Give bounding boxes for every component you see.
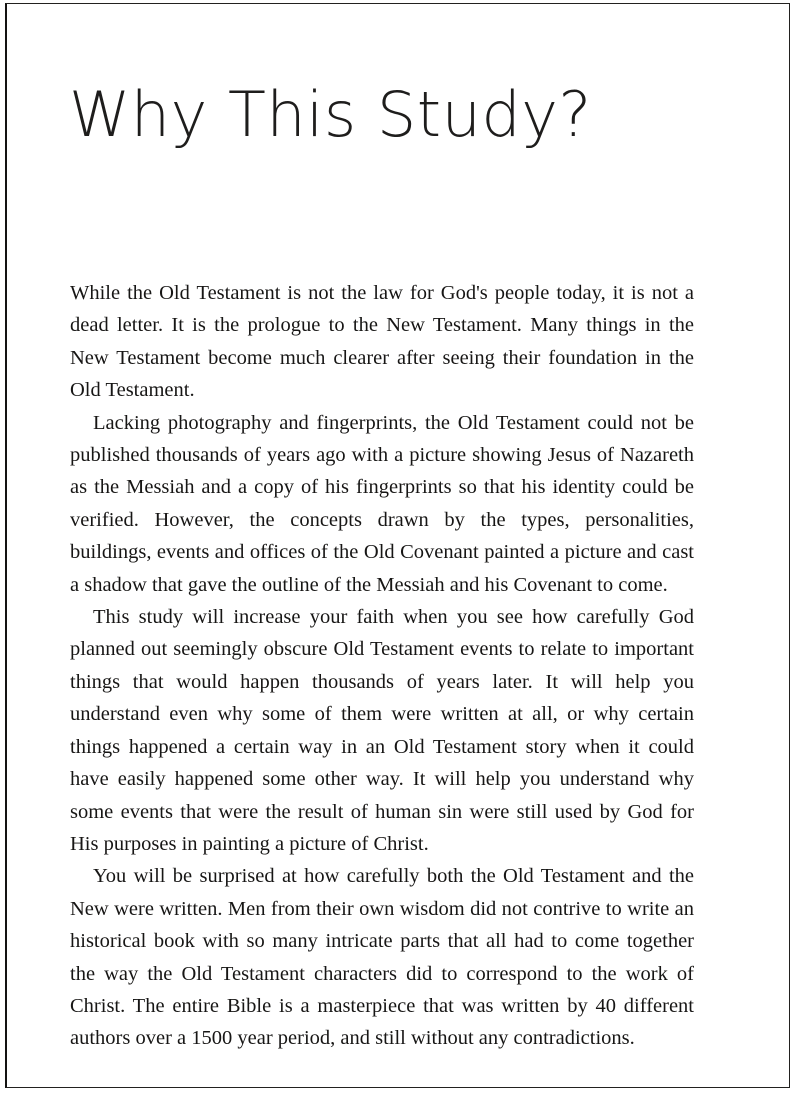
body-paragraph: You will be surprised at how carefully both the Old Testament and the New were written. Men from their own wisdom did not contrive to write an historical book with so many intricate parts that all had to come together the way the Old Testament characters did to correspond to the work of Christ. The entire Bible is a masterpiece that was written by 40 different authors over a 1500 year period, and still without any contradictions. <box>70 865 694 1050</box>
body-text-column <box>70 277 694 1055</box>
page-title: Why This Study? <box>69 78 592 151</box>
body-paragraph: Lacking photography and fingerprints, the Old Testament could not be published thousands of years ago with a picture showing Jesus of Nazareth as the Messiah and a copy of his fingerprints so that his identity could be verified. However, the concepts drawn by the types, personalities, buildings, events and offices of the Old Covenant painted a picture and cast a shadow that gave the outline of the Messiah and his Covenant to come. <box>70 411 694 596</box>
body-paragraph: While the Old Testament is not the law for God's people today, it is not a dead letter. It is the prologue to the New Testament. Many things in the New Testament become much clearer after seeing their foundation in the Old Testament. <box>70 282 694 402</box>
page-sheet <box>5 3 790 1088</box>
body-paragraph: This study will increase your faith when you see how carefully God planned out seemingly obscure Old Testament events to relate to important things that would happen thousands of years later. It will help you understand even why some of them were written at all, or why certain things happened a certain way in an Old Testament story when it could have easily happened some other way. It will help you understand why some events that were the result of human sin were still used by God for His purposes in painting a picture of Christ. <box>70 606 694 855</box>
